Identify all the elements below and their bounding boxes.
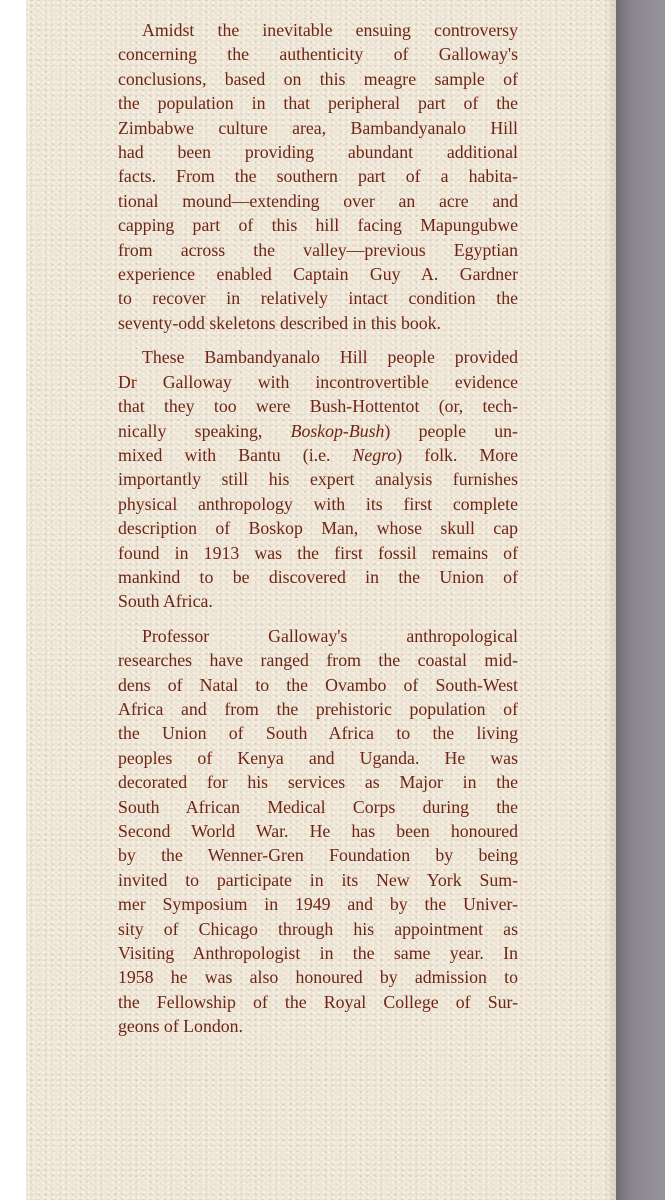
text-line: geons of London. [118,1016,243,1037]
text-line: peoples of Kenya and Uganda. He was [118,747,518,768]
flap-text [118,18,518,1049]
text-line: South African Medical Corps during the [118,796,518,817]
text-line: importantly still his expert analysis furnishes [118,469,518,490]
text-line: invited to participate in its New York Sum- [118,869,518,890]
text-line: mankind to be discovered in the Union of [118,566,518,587]
text-line: Dr Galloway with incontrovertible evidence [118,371,518,392]
paragraph-1 [118,18,518,335]
text-line: had been providing abundant additional [118,142,518,163]
text-line: Visiting Anthropologist in the same year. In [118,943,518,964]
paragraph-3 [118,624,518,1039]
text-line: the Union of South Africa to the living [118,723,518,744]
text-line: researches have ranged from the coastal mid- [118,650,518,671]
text-line: Professor Galloway's anthropological [142,625,518,646]
text-line: physical anthropology with its first complete [118,493,518,514]
text-line: tional mound—extending over an acre and [118,190,518,211]
text-line: nically speaking, Boskop-Bush) people un- [118,420,518,441]
text-line: mixed with Bantu (i.e. Negro) folk. More [118,444,518,465]
text-line: 1958 he was also honoured by admission to [118,967,518,988]
text-line: concerning the authenticity of Galloway's [118,44,518,65]
text-line: dens of Natal to the Ovambo of South-West [118,674,518,695]
text-line: These Bambandyanalo Hill people provided [142,347,518,368]
paragraph-2 [118,345,518,613]
scan-background-edge [616,0,665,1200]
text-line: description of Boskop Man, whose skull cap [118,518,518,539]
text-line: by the Wenner-Gren Foundation by being [118,845,518,866]
text-line: Africa and from the prehistoric population of [118,698,518,719]
scan-left-margin [0,0,26,1200]
text-line: that they too were Bush-Hottentot (or, tech- [118,396,518,417]
text-line: found in 1913 was the first fossil remains of [118,542,518,563]
text-line: mer Symposium in 1949 and by the Univer- [118,894,518,915]
text-line: to recover in relatively intact condition the [118,288,518,309]
text-line: decorated for his services as Major in the [118,772,518,793]
text-line: experience enabled Captain Guy A. Gardner [118,264,518,285]
text-line: South Africa. [118,591,213,612]
text-line: Zimbabwe culture area, Bambandyanalo Hill [118,117,518,138]
text-line: conclusions, based on this meagre sample of [118,68,518,89]
text-line: sity of Chicago through his appointment as [118,918,518,939]
text-line: from across the valley—previous Egyptian [118,239,518,260]
text-line: the population in that peripheral part of the [118,93,518,114]
text-line: Second World War. He has been honoured [118,821,518,841]
text-line: Amidst the inevitable ensuing controversy [142,20,518,40]
text-line: capping part of this hill facing Mapungubwe [118,215,518,236]
text-line: the Fellowship of the Royal College of Sur- [118,991,518,1012]
text-line: facts. From the southern part of a habita- [118,166,518,187]
text-line: seventy-odd skeletons described in this book. [118,312,441,333]
